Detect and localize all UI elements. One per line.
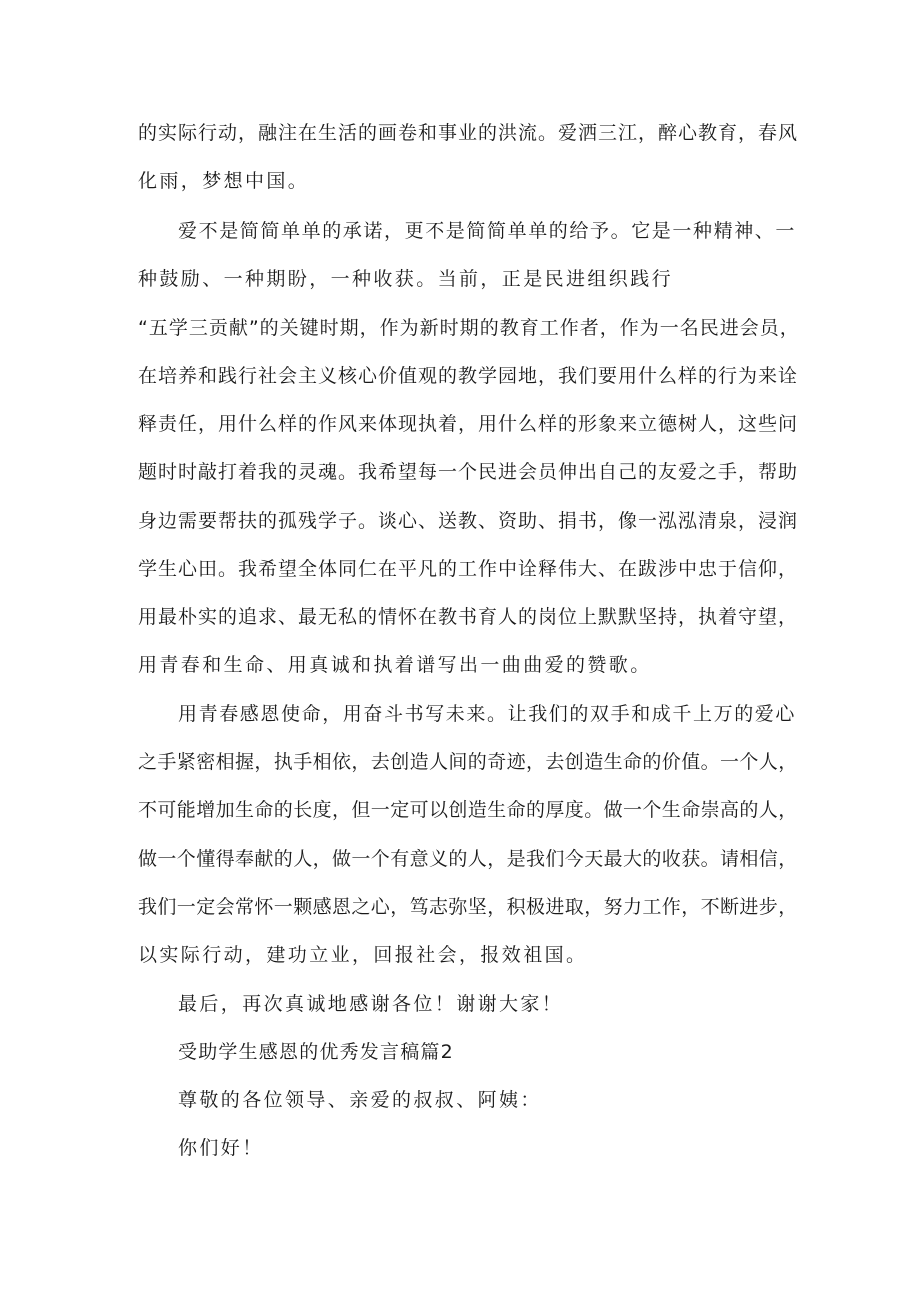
- paragraph-line: 身边需要帮扶的孤残学子。谈心、送教、资助、捐书，像一泓泓清泉，浸润: [138, 510, 799, 532]
- salutation: 尊敬的各位领导、亲爱的叔叔、阿姨：: [178, 1089, 542, 1111]
- paragraph-line: 不可能增加生命的长度，但一定可以创造生命的厚度。做一个生命崇高的人，: [138, 799, 798, 821]
- section-title: 受助学生感恩的优秀发言稿篇2: [178, 1041, 454, 1063]
- paragraph-line: 化雨，梦想中国。: [138, 170, 310, 192]
- paragraph-line: 以实际行动，建功立业，回报社会，报效祖国。: [138, 944, 588, 966]
- closing-line: 最后，再次真诚地感谢各位！谢谢大家！: [178, 993, 564, 1015]
- paragraph-line: 学生心田。我希望全体同仁在平凡的工作中诠释伟大、在跋涉中忠于信仰，: [138, 558, 799, 580]
- paragraph-line: 我们一定会常怀一颗感恩之心，笃志弥坚，积极进取，努力工作，不断进步，: [138, 896, 798, 918]
- paragraph-line: 用青春和生命、用真诚和执着谱写出一曲曲爱的赞歌。: [138, 654, 652, 676]
- paragraph-line: 之手紧密相握，执手相依，去创造人间的奇迹，去创造生命的价值。一个人，: [138, 751, 798, 773]
- paragraph-line: 用最朴实的追求、最无私的情怀在教书育人的岗位上默默坚持，执着守望，: [138, 606, 799, 628]
- paragraph-line: “五学三贡献”的关键时期，作为新时期的教育工作者，作为一名民进会员，: [138, 317, 800, 339]
- paragraph-line: 题时时敲打着我的灵魂。我希望每一个民进会员伸出自己的友爱之手，帮助: [138, 461, 799, 483]
- greeting: 你们好！: [178, 1137, 264, 1159]
- paragraph-line: 释责任，用什么样的作风来体现执着，用什么样的形象来立德树人，这些问: [138, 413, 799, 435]
- paragraph-line: 用青春感恩使命，用奋斗书写未来。让我们的双手和成千上万的爱心: [178, 703, 797, 725]
- paragraph-line: 做一个懂得奉献的人，做一个有意义的人，是我们今天最大的收获。请相信，: [138, 848, 798, 870]
- paragraph-line: 的实际行动，融注在生活的画卷和事业的洪流。爱洒三江，醉心教育，春风: [138, 122, 799, 144]
- paragraph-line: 种鼓励、一种期盼，一种收获。当前，正是民进组织践行: [138, 268, 674, 290]
- paragraph-line: 爱不是简简单单的承诺，更不是简简单单的给予。它是一种精神、一: [178, 220, 797, 242]
- paragraph-line: 在培养和践行社会主义核心价值观的教学园地，我们要用什么样的行为来诠: [138, 365, 799, 387]
